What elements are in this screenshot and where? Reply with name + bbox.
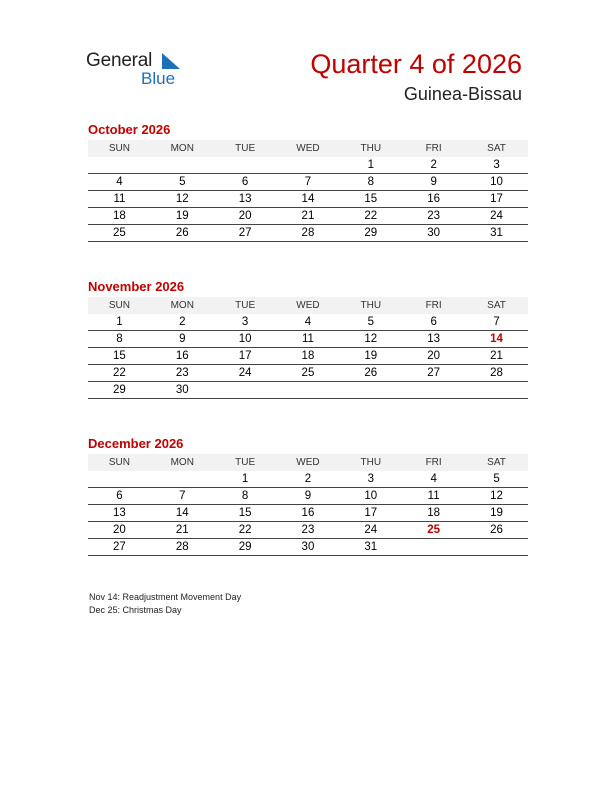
calendar-grid [88, 140, 528, 242]
day-cell: 4 [88, 174, 151, 191]
weekday-header: TUE [214, 297, 277, 314]
day-cell: 15 [339, 191, 402, 208]
day-cell: 27 [402, 365, 465, 382]
day-cell: 21 [277, 208, 340, 225]
logo-general-text: General [86, 50, 153, 71]
logo-blue-text: Blue [141, 69, 176, 88]
weekday-header: WED [277, 454, 340, 471]
month-december [88, 436, 528, 556]
weekday-header-row [88, 140, 528, 157]
day-cell: 6 [214, 174, 277, 191]
holiday-day-cell: 14 [465, 331, 528, 348]
day-cell: 2 [277, 471, 340, 488]
weekday-header: THU [339, 454, 402, 471]
weekday-header: TUE [214, 454, 277, 471]
weekday-header: SUN [88, 140, 151, 157]
day-cell: 16 [151, 348, 214, 365]
holiday-note: Dec 25: Christmas Day [89, 605, 182, 615]
day-cell: 24 [214, 365, 277, 382]
month-november [88, 279, 528, 399]
weekday-header: SAT [465, 297, 528, 314]
day-cell: 24 [465, 208, 528, 225]
day-cell: 28 [465, 365, 528, 382]
day-cell: 21 [465, 348, 528, 365]
day-cell: 6 [402, 314, 465, 331]
weekday-header: MON [151, 297, 214, 314]
calendar-grid [88, 297, 528, 399]
day-cell: 30 [151, 382, 214, 399]
holiday-day-cell: 25 [402, 522, 465, 539]
day-cell: 22 [88, 365, 151, 382]
day-cell: 2 [151, 314, 214, 331]
week-row [88, 471, 528, 488]
day-cell: 28 [151, 539, 214, 556]
day-cell: 27 [88, 539, 151, 556]
day-cell: 5 [339, 314, 402, 331]
empty-day-cell [214, 382, 277, 399]
day-cell: 1 [214, 471, 277, 488]
day-cell: 11 [88, 191, 151, 208]
day-cell: 11 [402, 488, 465, 505]
day-cell: 3 [214, 314, 277, 331]
day-cell: 14 [151, 505, 214, 522]
empty-day-cell [151, 157, 214, 174]
empty-day-cell [339, 382, 402, 399]
day-cell: 19 [465, 505, 528, 522]
day-cell: 20 [214, 208, 277, 225]
day-cell: 9 [277, 488, 340, 505]
day-cell: 18 [88, 208, 151, 225]
day-cell: 15 [214, 505, 277, 522]
day-cell: 7 [465, 314, 528, 331]
day-cell: 22 [339, 208, 402, 225]
day-cell: 10 [465, 174, 528, 191]
month-title: December 2026 [88, 436, 184, 451]
week-row [88, 348, 528, 365]
day-cell: 13 [402, 331, 465, 348]
week-row [88, 208, 528, 225]
day-cell: 16 [402, 191, 465, 208]
weekday-header-row [88, 297, 528, 314]
weekday-header: FRI [402, 297, 465, 314]
day-cell: 26 [339, 365, 402, 382]
day-cell: 3 [465, 157, 528, 174]
week-row [88, 314, 528, 331]
weekday-header: THU [339, 140, 402, 157]
weekday-header: SAT [465, 454, 528, 471]
generalblue-logo [86, 50, 186, 90]
day-cell: 18 [277, 348, 340, 365]
day-cell: 23 [151, 365, 214, 382]
day-cell: 29 [88, 382, 151, 399]
week-row [88, 191, 528, 208]
weekday-header: FRI [402, 140, 465, 157]
day-cell: 7 [151, 488, 214, 505]
day-cell: 23 [277, 522, 340, 539]
day-cell: 10 [339, 488, 402, 505]
day-cell: 31 [465, 225, 528, 242]
day-cell: 25 [277, 365, 340, 382]
week-row [88, 331, 528, 348]
day-cell: 4 [402, 471, 465, 488]
day-cell: 4 [277, 314, 340, 331]
week-row [88, 174, 528, 191]
day-cell: 17 [339, 505, 402, 522]
day-cell: 26 [151, 225, 214, 242]
day-cell: 30 [277, 539, 340, 556]
empty-day-cell [88, 471, 151, 488]
day-cell: 28 [277, 225, 340, 242]
day-cell: 9 [151, 331, 214, 348]
weekday-header: FRI [402, 454, 465, 471]
weekday-header: TUE [214, 140, 277, 157]
country-name: Guinea-Bissau [403, 84, 522, 104]
day-cell: 16 [277, 505, 340, 522]
weekday-header-row [88, 454, 528, 471]
day-cell: 2 [402, 157, 465, 174]
day-cell: 6 [88, 488, 151, 505]
weekday-header: WED [277, 140, 340, 157]
day-cell: 5 [465, 471, 528, 488]
day-cell: 1 [339, 157, 402, 174]
day-cell: 18 [402, 505, 465, 522]
weekday-header: SUN [88, 297, 151, 314]
empty-day-cell [277, 157, 340, 174]
month-title: November 2026 [88, 279, 185, 294]
day-cell: 19 [339, 348, 402, 365]
day-cell: 13 [214, 191, 277, 208]
month-october [88, 122, 528, 242]
day-cell: 8 [88, 331, 151, 348]
day-cell: 19 [151, 208, 214, 225]
holiday-note: Nov 14: Readjustment Movement Day [89, 592, 242, 602]
week-row [88, 488, 528, 505]
empty-day-cell [465, 382, 528, 399]
day-cell: 12 [339, 331, 402, 348]
empty-day-cell [402, 382, 465, 399]
day-cell: 20 [88, 522, 151, 539]
day-cell: 8 [339, 174, 402, 191]
empty-day-cell [88, 157, 151, 174]
logo-triangle-icon [162, 53, 180, 69]
weekday-header: THU [339, 297, 402, 314]
week-row [88, 505, 528, 522]
day-cell: 10 [214, 331, 277, 348]
empty-day-cell [277, 382, 340, 399]
day-cell: 25 [88, 225, 151, 242]
week-row [88, 225, 528, 242]
page-title: Quarter 4 of 2026 [310, 49, 522, 79]
calendar-grid [88, 454, 528, 556]
weekday-header: MON [151, 140, 214, 157]
weekday-header: SUN [88, 454, 151, 471]
day-cell: 24 [339, 522, 402, 539]
day-cell: 20 [402, 348, 465, 365]
empty-day-cell [151, 471, 214, 488]
day-cell: 12 [151, 191, 214, 208]
day-cell: 21 [151, 522, 214, 539]
day-cell: 23 [402, 208, 465, 225]
day-cell: 8 [214, 488, 277, 505]
day-cell: 9 [402, 174, 465, 191]
day-cell: 3 [339, 471, 402, 488]
day-cell: 26 [465, 522, 528, 539]
weekday-header: WED [277, 297, 340, 314]
day-cell: 13 [88, 505, 151, 522]
empty-day-cell [402, 539, 465, 556]
day-cell: 14 [277, 191, 340, 208]
day-cell: 31 [339, 539, 402, 556]
day-cell: 5 [151, 174, 214, 191]
day-cell: 17 [214, 348, 277, 365]
day-cell: 15 [88, 348, 151, 365]
day-cell: 22 [214, 522, 277, 539]
empty-day-cell [214, 157, 277, 174]
month-title: October 2026 [88, 122, 171, 137]
weekday-header: SAT [465, 140, 528, 157]
week-row [88, 522, 528, 539]
week-row [88, 365, 528, 382]
week-row [88, 157, 528, 174]
day-cell: 29 [214, 539, 277, 556]
day-cell: 27 [214, 225, 277, 242]
empty-day-cell [465, 539, 528, 556]
week-row [88, 382, 528, 399]
day-cell: 7 [277, 174, 340, 191]
day-cell: 30 [402, 225, 465, 242]
day-cell: 1 [88, 314, 151, 331]
day-cell: 17 [465, 191, 528, 208]
holiday-notes [89, 591, 241, 617]
day-cell: 12 [465, 488, 528, 505]
week-row [88, 539, 528, 556]
weekday-header: MON [151, 454, 214, 471]
day-cell: 11 [277, 331, 340, 348]
day-cell: 29 [339, 225, 402, 242]
